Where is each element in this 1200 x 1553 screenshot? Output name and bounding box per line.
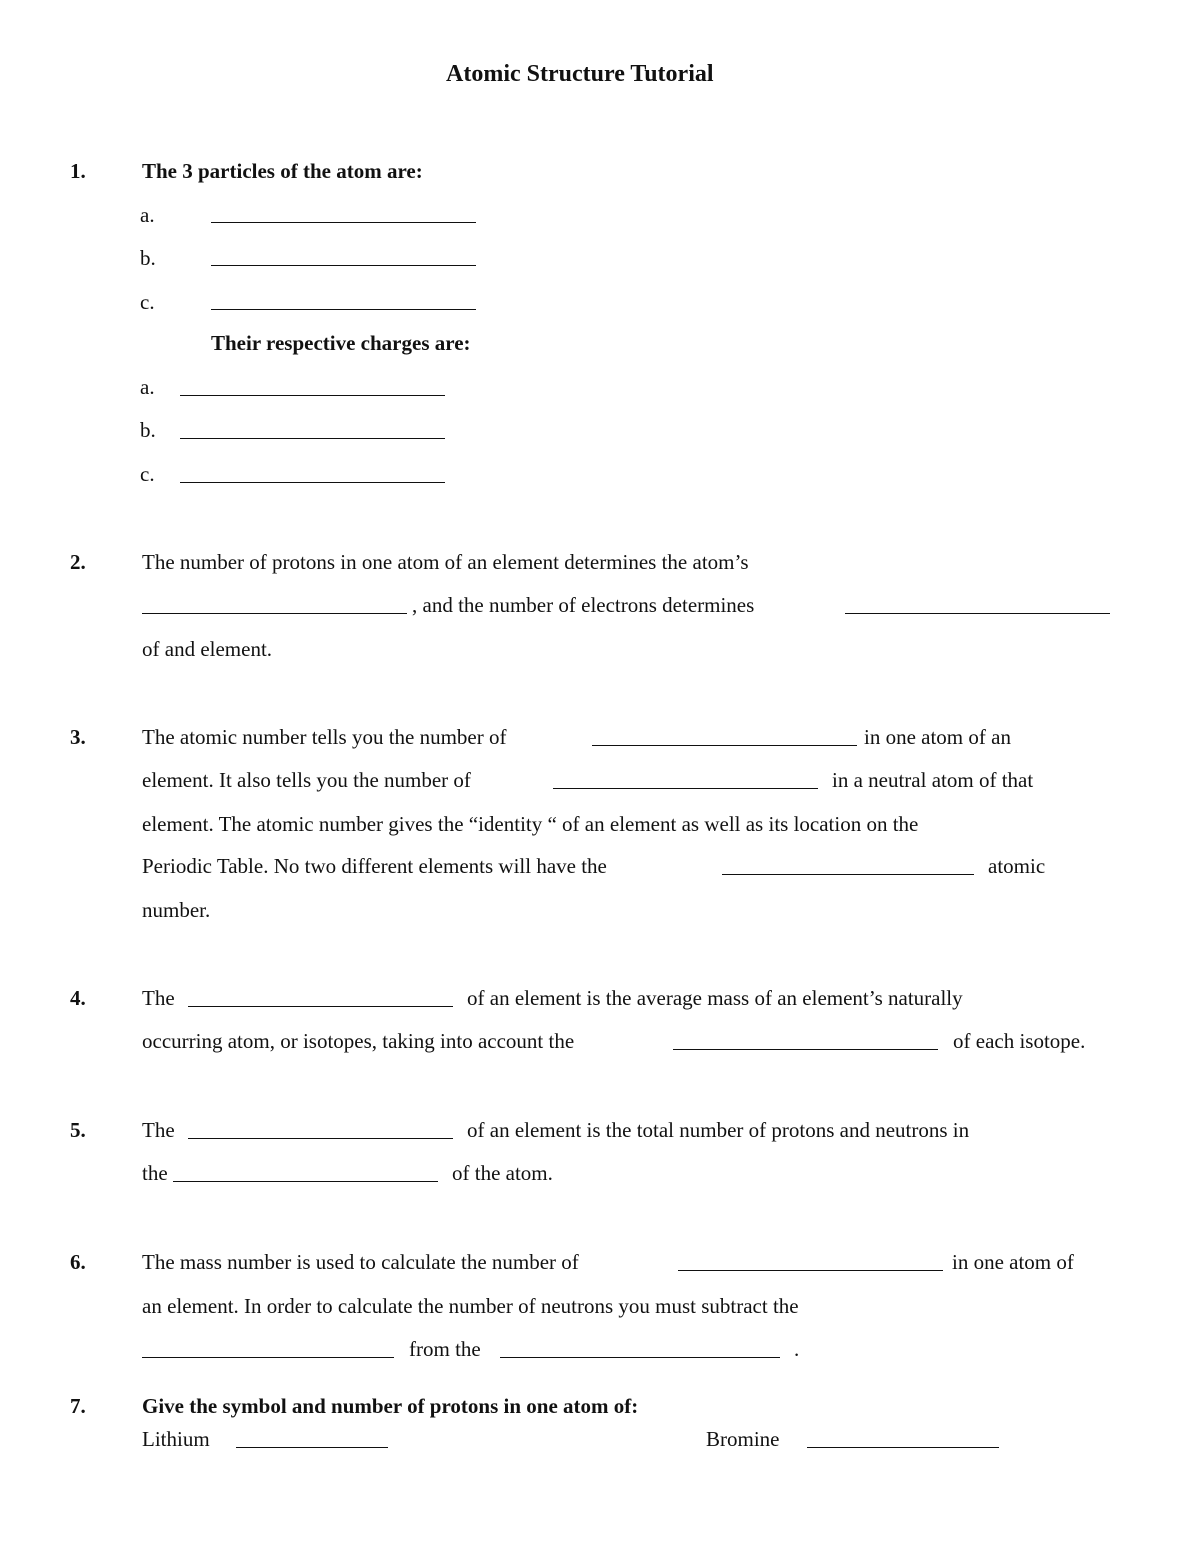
q6-line1b: in one atom of bbox=[952, 1250, 1074, 1274]
q3-line2a: element. It also tells you the number of bbox=[142, 768, 471, 792]
q1-charge-c-blank[interactable] bbox=[180, 464, 445, 483]
q6-blank-2[interactable] bbox=[142, 1339, 394, 1358]
q4-line2b: of each isotope. bbox=[953, 1029, 1086, 1053]
q1-charges-prompt: Their respective charges are: bbox=[211, 331, 471, 355]
q1-particle-c-blank[interactable] bbox=[211, 291, 476, 310]
q5-line2b: of the atom. bbox=[452, 1161, 553, 1185]
q5-line1b: of an element is the total number of protons and neutrons in bbox=[467, 1118, 970, 1142]
q7-prompt: Give the symbol and number of protons in one atom of: bbox=[142, 1394, 639, 1418]
q5-line1a: The bbox=[142, 1118, 175, 1142]
q1-number: 1. bbox=[70, 159, 86, 183]
q1-charge-b-blank[interactable] bbox=[180, 420, 445, 439]
q3-line3: element. The atomic number gives the “identity “ of an element as well as its location on the bbox=[142, 812, 919, 836]
q5-number: 5. bbox=[70, 1118, 86, 1142]
q7-number: 7. bbox=[70, 1394, 86, 1418]
q4-blank-1[interactable] bbox=[188, 988, 453, 1007]
q6-blank-1[interactable] bbox=[678, 1252, 943, 1271]
q4-line2a: occurring atom, or isotopes, taking into account the bbox=[142, 1029, 575, 1053]
q7-bromine-blank[interactable] bbox=[807, 1429, 999, 1448]
q1-particle-b-blank[interactable] bbox=[211, 247, 476, 266]
q3-blank-2[interactable] bbox=[553, 770, 818, 789]
q2-line3: of and element. bbox=[142, 637, 273, 661]
q2-number: 2. bbox=[70, 550, 86, 574]
q5-blank-1[interactable] bbox=[188, 1120, 453, 1139]
q6-blank-3[interactable] bbox=[500, 1339, 780, 1358]
q6-line3a: from the bbox=[409, 1337, 481, 1361]
q1-letter-a: a. bbox=[140, 203, 155, 227]
q6-line1a: The mass number is used to calculate the number of bbox=[142, 1250, 579, 1274]
q3-line5: number. bbox=[142, 898, 211, 922]
q1-letter-c: c. bbox=[140, 290, 155, 314]
q2-mid-text: , and the number of electrons determines bbox=[412, 593, 755, 617]
q4-blank-2[interactable] bbox=[673, 1031, 938, 1050]
q4-line1a: The bbox=[142, 986, 175, 1010]
page-title: Atomic Structure Tutorial bbox=[446, 61, 714, 87]
q1-charge-letter-b: b. bbox=[140, 418, 156, 442]
q2-blank-2[interactable] bbox=[845, 595, 1110, 614]
q4-line1b: of an element is the average mass of an element’s naturally bbox=[467, 986, 963, 1010]
q5-blank-2[interactable] bbox=[173, 1163, 438, 1182]
q1-charge-letter-a: a. bbox=[140, 375, 155, 399]
q3-line4a: Periodic Table. No two different elements will have the bbox=[142, 854, 607, 878]
q1-charge-a-blank[interactable] bbox=[180, 377, 445, 396]
q6-number: 6. bbox=[70, 1250, 86, 1274]
q6-line3b: . bbox=[794, 1337, 800, 1361]
q7-bromine-label: Bromine bbox=[706, 1427, 780, 1451]
q7-lithium-label: Lithium bbox=[142, 1427, 210, 1451]
q2-blank-1[interactable] bbox=[142, 595, 407, 614]
q3-blank-3[interactable] bbox=[722, 856, 974, 875]
q3-line1a: The atomic number tells you the number of bbox=[142, 725, 507, 749]
q3-blank-1[interactable] bbox=[592, 727, 857, 746]
q3-line1b: in one atom of an bbox=[864, 725, 1011, 749]
q3-number: 3. bbox=[70, 725, 86, 749]
q2-line1: The number of protons in one atom of an element determines the atom’s bbox=[142, 550, 749, 574]
q3-line2b: in a neutral atom of that bbox=[832, 768, 1034, 792]
q5-line2a: the bbox=[142, 1161, 168, 1185]
q1-charge-letter-c: c. bbox=[140, 462, 155, 486]
q7-lithium-blank[interactable] bbox=[236, 1429, 388, 1448]
q3-line4b: atomic bbox=[988, 854, 1046, 878]
q4-number: 4. bbox=[70, 986, 86, 1010]
q1-prompt: The 3 particles of the atom are: bbox=[142, 159, 423, 183]
q1-letter-b: b. bbox=[140, 246, 156, 270]
q1-particle-a-blank[interactable] bbox=[211, 204, 476, 223]
q6-line2: an element. In order to calculate the number of neutrons you must subtract the bbox=[142, 1294, 799, 1318]
